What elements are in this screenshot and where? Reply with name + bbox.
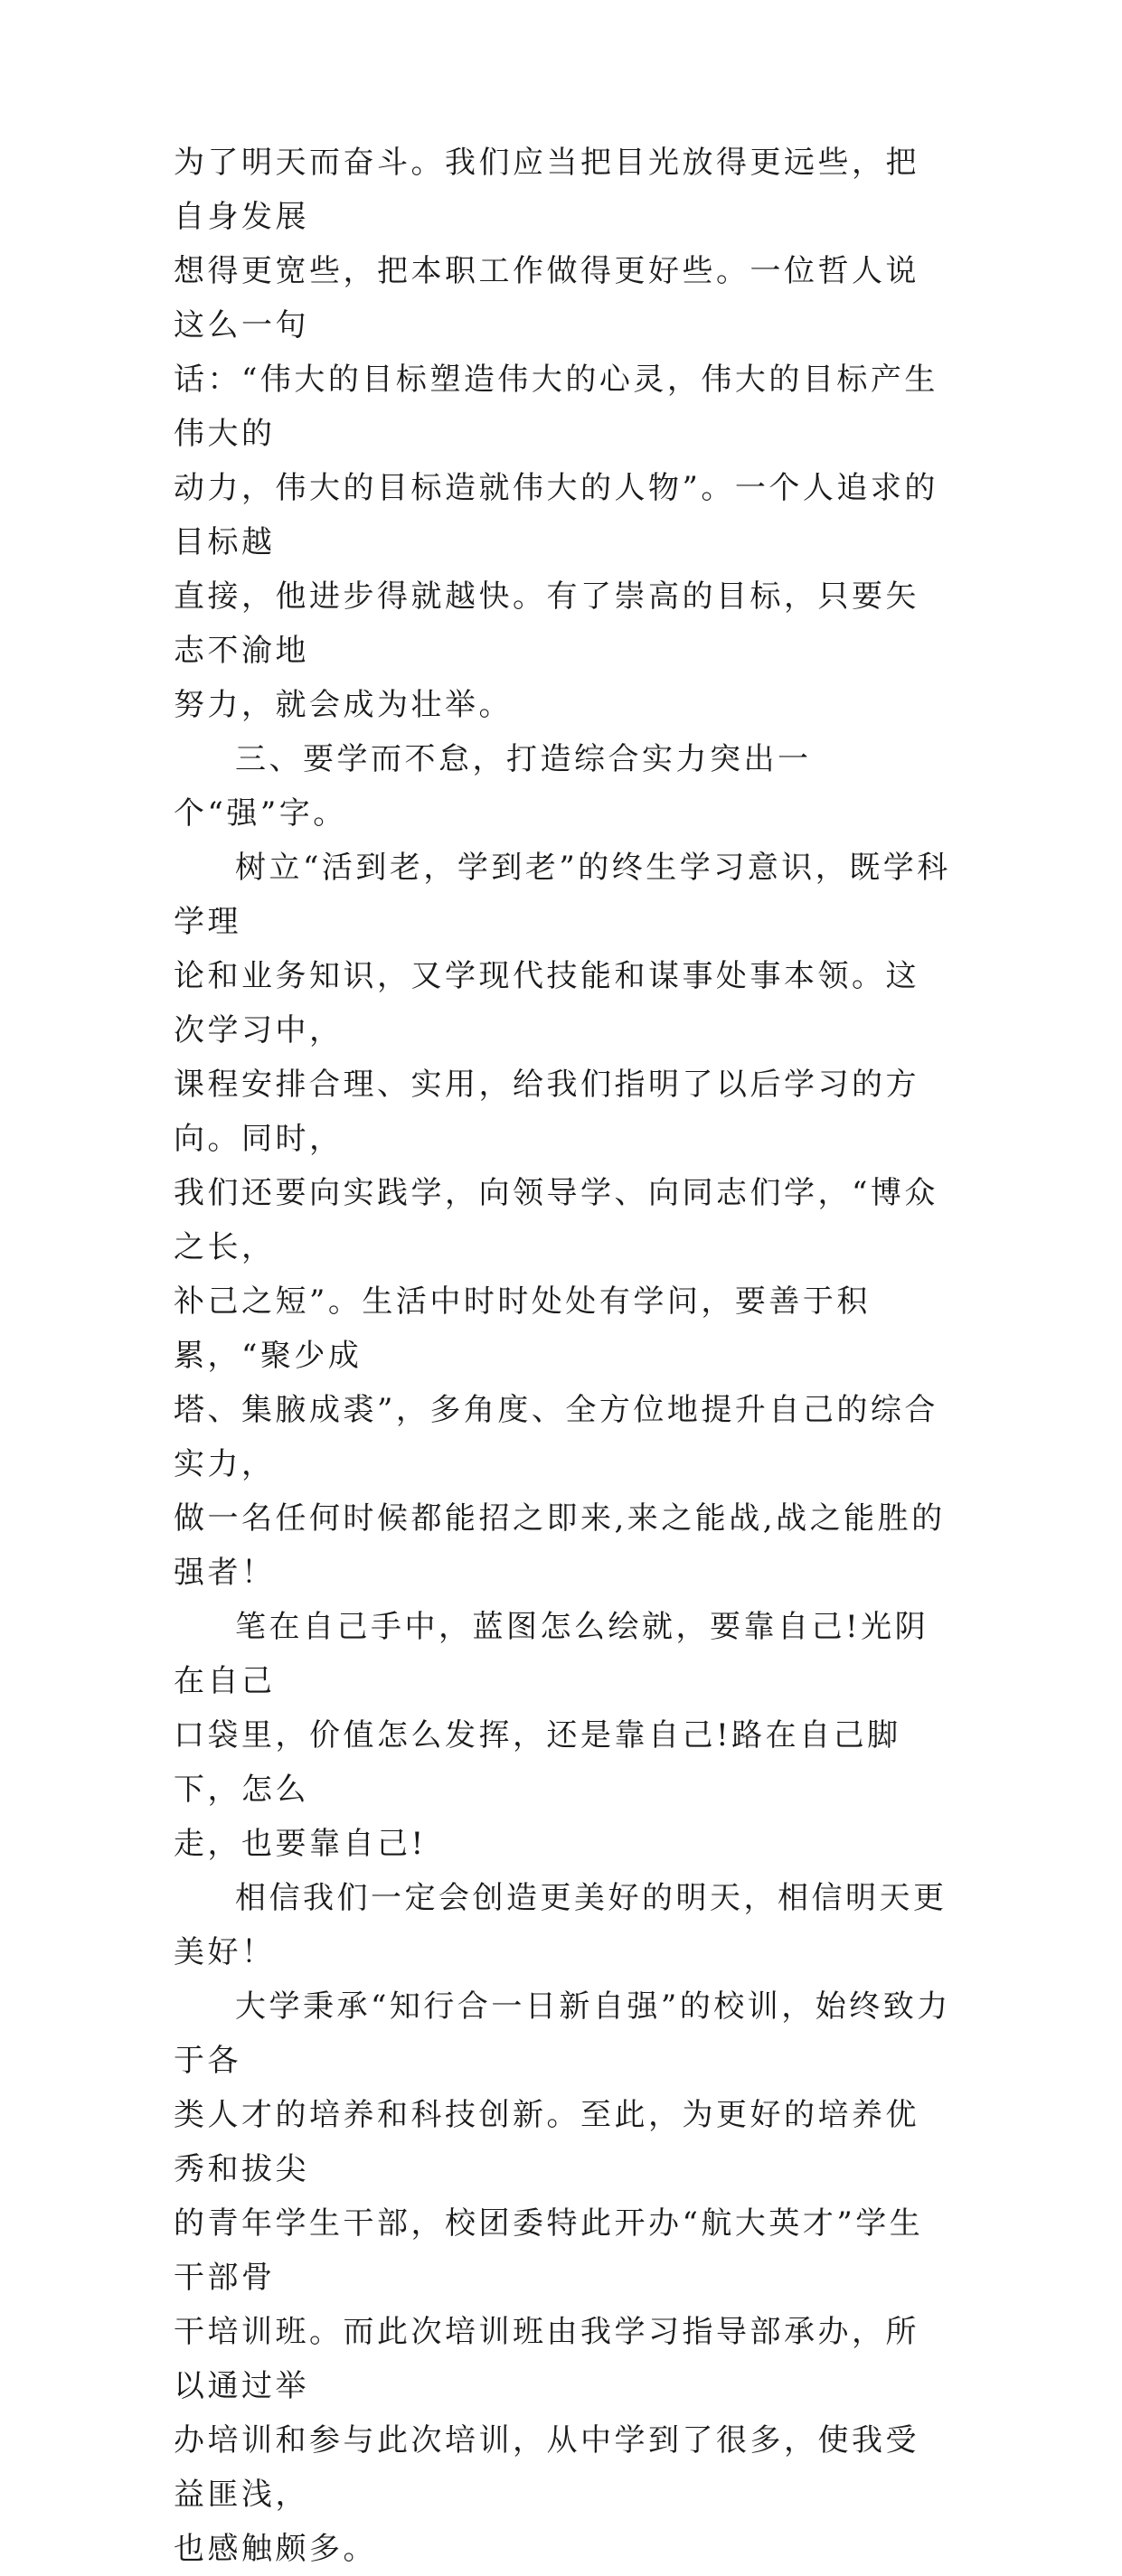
section-heading-3 [174,732,951,841]
text-line: 补己之短”。生活中时时处处有学问，要善于积累，“聚少成 [174,1283,871,1374]
paragraph-3 [174,1600,951,1871]
text-line: 想得更宽些，把本职工作做得更好些。一位哲人说这么一句 [174,253,919,343]
text-line: 课程安排合理、实用，给我们指明了以后学习的方向。同时， [174,1067,919,1157]
text-line: 三、要学而不怠，打造综合实力突出一个“强”字。 [174,741,812,832]
text-line: 口袋里，价值怎么发挥，还是靠自己!路在自己脚下，怎么 [174,1717,901,1808]
text-line: 话：“伟大的目标塑造伟大的心灵，伟大的目标产生伟大的 [174,362,938,452]
document-body [174,136,951,2576]
text-line: 做一名任何时候都能招之即来,来之能战,战之能胜的强者！ [174,1500,946,1591]
text-line: 树立“活到老，学到老”的终生学习意识，既学科学理 [174,850,951,940]
text-line: 办培训和参与此次培训，从中学到了很多，使我受益匪浅， [174,2422,919,2513]
text-line: 努力，就会成为壮举。 [174,687,513,723]
text-line: 干培训班。而此次培训班由我学习指导部承办，所以通过举 [174,2314,919,2404]
text-line: 为了明天而奋斗。我们应当把目光放得更远些，把自身发展 [174,145,919,235]
text-line: 的青年学生干部，校团委特此开办“航大英才”学生干部骨 [174,2205,924,2296]
text-line: 类人才的培养和科技创新。至此，为更好的培养优秀和拔尖 [174,2097,919,2187]
text-line: 论和业务知识，又学现代技能和谋事处事本领。这次学习中， [174,958,919,1048]
text-line: 也感触颇多。 [174,2531,377,2567]
text-line: 塔、集腋成裘”，多角度、全方位地提升自己的综合实力， [174,1392,938,1482]
paragraph-5 [174,1979,951,2576]
text-line: 相信我们一定会创造更美好的明天，相信明天更美好！ [174,1880,948,1970]
paragraph-4 [174,1871,951,1979]
text-line: 走，也要靠自己! [174,1826,427,1862]
text-line: 大学秉承“知行合一日新自强”的校训，始终致力于各 [174,1988,951,2079]
text-line: 我们还要向实践学，向领导学、向同志们学，“博众之长， [174,1175,938,1265]
text-line: 笔在自己手中，蓝图怎么绘就，要靠自己!光阴在自己 [174,1609,929,1699]
text-line: 动力，伟大的目标造就伟大的人物”。一个人追求的目标越 [174,470,938,560]
paragraph-2 [174,841,951,1600]
paragraph-1 [174,136,951,732]
text-line: 直接，他进步得就越快。有了崇高的目标，只要矢志不渝地 [174,578,919,669]
